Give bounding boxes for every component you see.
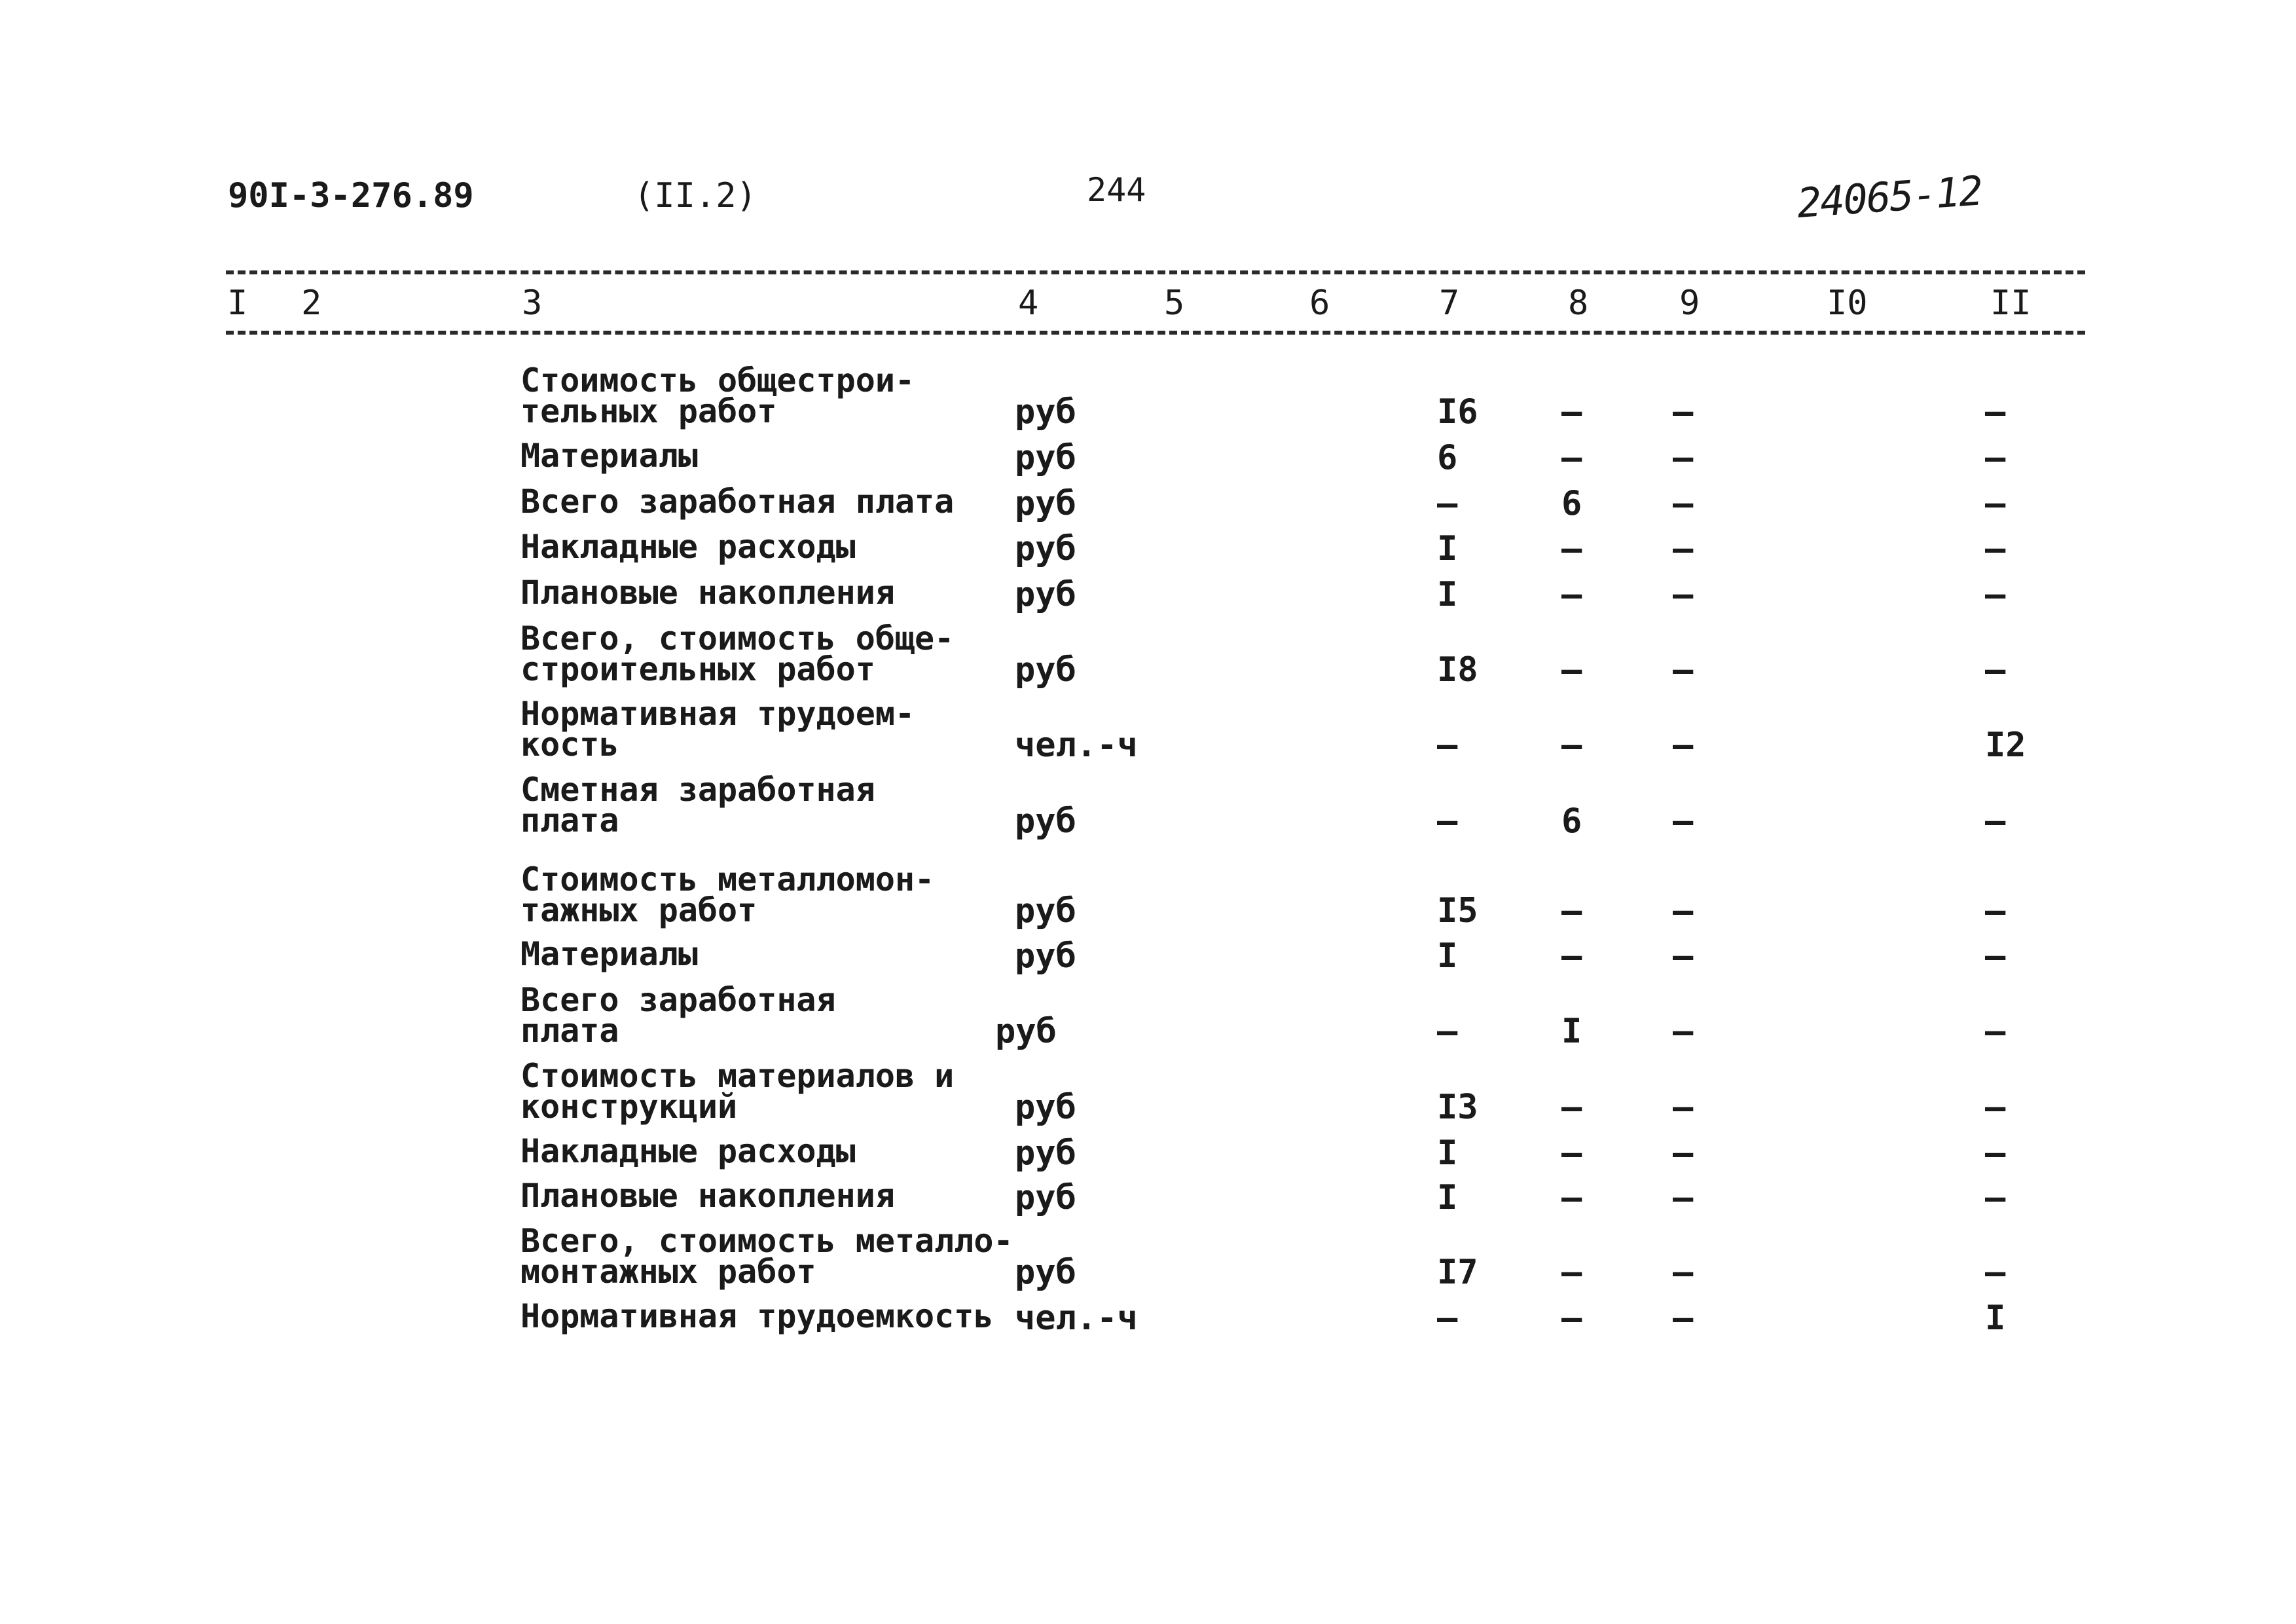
row-unit: чел.-ч <box>1015 1299 1138 1338</box>
row-value-col7: I <box>1437 575 1458 614</box>
row-label: Материалы <box>520 935 698 973</box>
row-value-col11: – <box>1985 802 2006 841</box>
row-value-col8: – <box>1561 1253 1582 1292</box>
row-value-col11: – <box>1985 484 2006 523</box>
column-number: 2 <box>301 284 322 323</box>
header-rule-bottom <box>226 331 2085 335</box>
row-value-col8: 6 <box>1561 484 1582 523</box>
row-value-col9: – <box>1673 1134 1694 1173</box>
row-label: Материалы <box>520 437 698 475</box>
row-label: Сметная заработная плата <box>520 771 875 840</box>
row-value-col7: – <box>1437 1299 1458 1338</box>
row-value-col7: I7 <box>1437 1253 1478 1292</box>
document-code: 90I-3-276.89 <box>228 176 474 215</box>
row-value-col9: – <box>1673 726 1694 765</box>
row-unit: руб <box>1015 891 1076 931</box>
row-label: Стоимость материалов и конструкций <box>520 1057 955 1126</box>
row-value-col8: – <box>1561 392 1582 432</box>
row-unit: руб <box>1015 575 1076 614</box>
row-unit: руб <box>1015 936 1076 976</box>
row-unit: руб <box>1015 1134 1076 1173</box>
row-value-col9: – <box>1673 1253 1694 1292</box>
row-value-col11: – <box>1985 392 2006 432</box>
row-value-col7: – <box>1437 484 1458 523</box>
row-label: Стоимость общестрои- тельных работ <box>520 361 915 430</box>
row-unit: руб <box>1015 529 1076 568</box>
row-value-col8: – <box>1561 1178 1582 1217</box>
header-rule-top <box>226 270 2085 274</box>
row-value-col8: – <box>1561 726 1582 765</box>
row-value-col9: – <box>1673 891 1694 931</box>
column-number: 7 <box>1439 284 1460 323</box>
row-value-col8: I <box>1561 1012 1582 1051</box>
handwritten-number: 24065-12 <box>1795 166 1984 227</box>
column-number: 3 <box>522 284 543 323</box>
row-value-col7: I3 <box>1437 1088 1478 1127</box>
row-unit: руб <box>995 1012 1057 1051</box>
row-value-col7: I6 <box>1437 392 1478 432</box>
row-unit: руб <box>1015 438 1076 477</box>
row-label: Всего заработная плата <box>520 483 955 521</box>
row-value-col11: – <box>1985 1088 2006 1127</box>
row-value-col11: – <box>1985 1178 2006 1217</box>
row-unit: руб <box>1015 1253 1076 1292</box>
row-value-col11: – <box>1985 1134 2006 1173</box>
row-label: Всего, стоимость обще- строительных работ <box>520 619 955 688</box>
row-value-col9: – <box>1673 802 1694 841</box>
row-label: Всего заработная плата <box>520 981 836 1050</box>
row-value-col8: – <box>1561 1088 1582 1127</box>
row-value-col11: – <box>1985 1253 2006 1292</box>
column-number: I0 <box>1827 284 1868 323</box>
row-unit: руб <box>1015 802 1076 841</box>
row-value-col8: – <box>1561 1134 1582 1173</box>
row-unit: руб <box>1015 1178 1076 1217</box>
row-value-col11: – <box>1985 575 2006 614</box>
row-value-col7: – <box>1437 802 1458 841</box>
column-number: 5 <box>1164 284 1185 323</box>
row-value-col11: – <box>1985 1012 2006 1051</box>
row-value-col8: – <box>1561 438 1582 477</box>
row-value-col8: – <box>1561 936 1582 976</box>
row-value-col8: – <box>1561 1299 1582 1338</box>
row-label: Нормативная трудоемкость <box>520 1297 994 1335</box>
row-value-col7: I <box>1437 529 1458 568</box>
row-value-col11: – <box>1985 936 2006 976</box>
row-value-col7: I8 <box>1437 650 1478 690</box>
column-number: 8 <box>1568 284 1589 323</box>
row-label: Всего, стоимость металло- монтажных работ <box>520 1222 1013 1291</box>
row-value-col8: – <box>1561 650 1582 690</box>
row-unit: руб <box>1015 650 1076 690</box>
column-number: II <box>1990 284 2032 323</box>
row-unit: чел.-ч <box>1015 726 1138 765</box>
row-value-col9: – <box>1673 529 1694 568</box>
row-value-col9: – <box>1673 1299 1694 1338</box>
row-value-col9: – <box>1673 650 1694 690</box>
column-number: 9 <box>1679 284 1700 323</box>
row-value-col7: – <box>1437 726 1458 765</box>
column-number: 6 <box>1309 284 1330 323</box>
row-label: Накладные расходы <box>520 1132 856 1170</box>
row-label: Плановые накопления <box>520 574 895 612</box>
row-label: Стоимость металломон- тажных работ <box>520 860 935 929</box>
row-value-col7: – <box>1437 1012 1458 1051</box>
row-value-col9: – <box>1673 438 1694 477</box>
page-number: 244 <box>1087 171 1146 209</box>
row-value-col9: – <box>1673 1012 1694 1051</box>
row-value-col8: – <box>1561 575 1582 614</box>
row-label: Плановые накопления <box>520 1177 895 1215</box>
row-value-col11: I2 <box>1985 726 2026 765</box>
row-value-col8: – <box>1561 891 1582 931</box>
row-value-col9: – <box>1673 1178 1694 1217</box>
row-label: Нормативная трудоем- кость <box>520 695 915 764</box>
row-value-col11: – <box>1985 650 2006 690</box>
row-value-col8: – <box>1561 529 1582 568</box>
row-value-col11: – <box>1985 529 2006 568</box>
row-value-col9: – <box>1673 936 1694 976</box>
row-value-col11: I <box>1985 1299 2006 1338</box>
row-label: Накладные расходы <box>520 528 856 566</box>
row-value-col7: I <box>1437 936 1458 976</box>
row-value-col9: – <box>1673 484 1694 523</box>
row-value-col7: I <box>1437 1134 1458 1173</box>
row-value-col11: – <box>1985 891 2006 931</box>
column-number: 4 <box>1018 284 1039 323</box>
row-value-col9: – <box>1673 1088 1694 1127</box>
row-value-col9: – <box>1673 575 1694 614</box>
row-value-col7: I5 <box>1437 891 1478 931</box>
row-value-col11: – <box>1985 438 2006 477</box>
row-value-col8: 6 <box>1561 802 1582 841</box>
row-value-col7: 6 <box>1437 438 1458 477</box>
section-number: (II.2) <box>634 176 757 215</box>
row-unit: руб <box>1015 1088 1076 1127</box>
column-number: I <box>227 284 248 323</box>
row-value-col7: I <box>1437 1178 1458 1217</box>
row-value-col9: – <box>1673 392 1694 432</box>
row-unit: руб <box>1015 392 1076 432</box>
row-unit: руб <box>1015 484 1076 523</box>
